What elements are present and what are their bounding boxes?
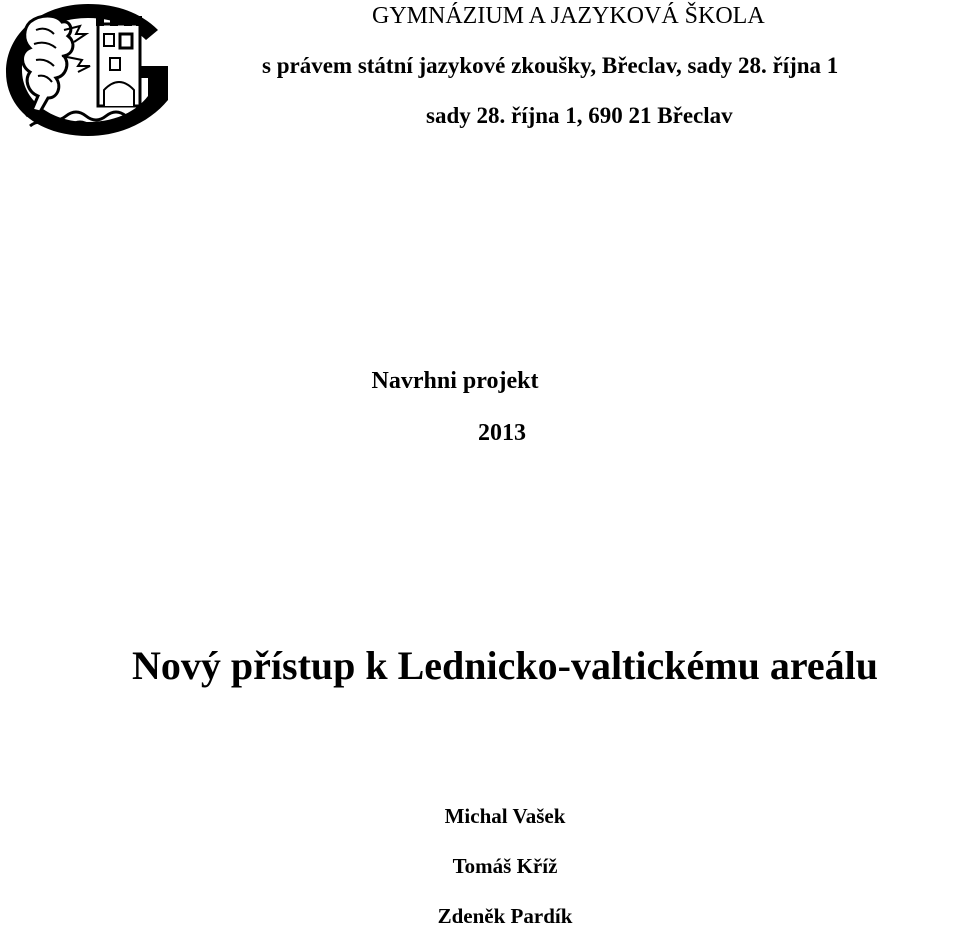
- author-name: Michal Vašek: [444, 804, 566, 828]
- school-subtitle: s právem státní jazykové zkoušky, Břeclav, sady 28. října 1: [262, 53, 839, 78]
- document-year: 2013: [478, 420, 526, 446]
- author-name: Zdeněk Pardík: [437, 904, 573, 928]
- school-logo-icon: [0, 0, 180, 140]
- document-title: Nový přístup k Lednicko-valtickému areálu: [132, 643, 878, 688]
- school-name: GYMNÁZIUM A JAZYKOVÁ ŠKOLA: [372, 3, 765, 29]
- author-name: Tomáš Kříž: [452, 854, 558, 878]
- school-address: sady 28. října 1, 690 21 Břeclav: [426, 103, 733, 128]
- document-subtitle: Navrhni projekt: [371, 368, 539, 394]
